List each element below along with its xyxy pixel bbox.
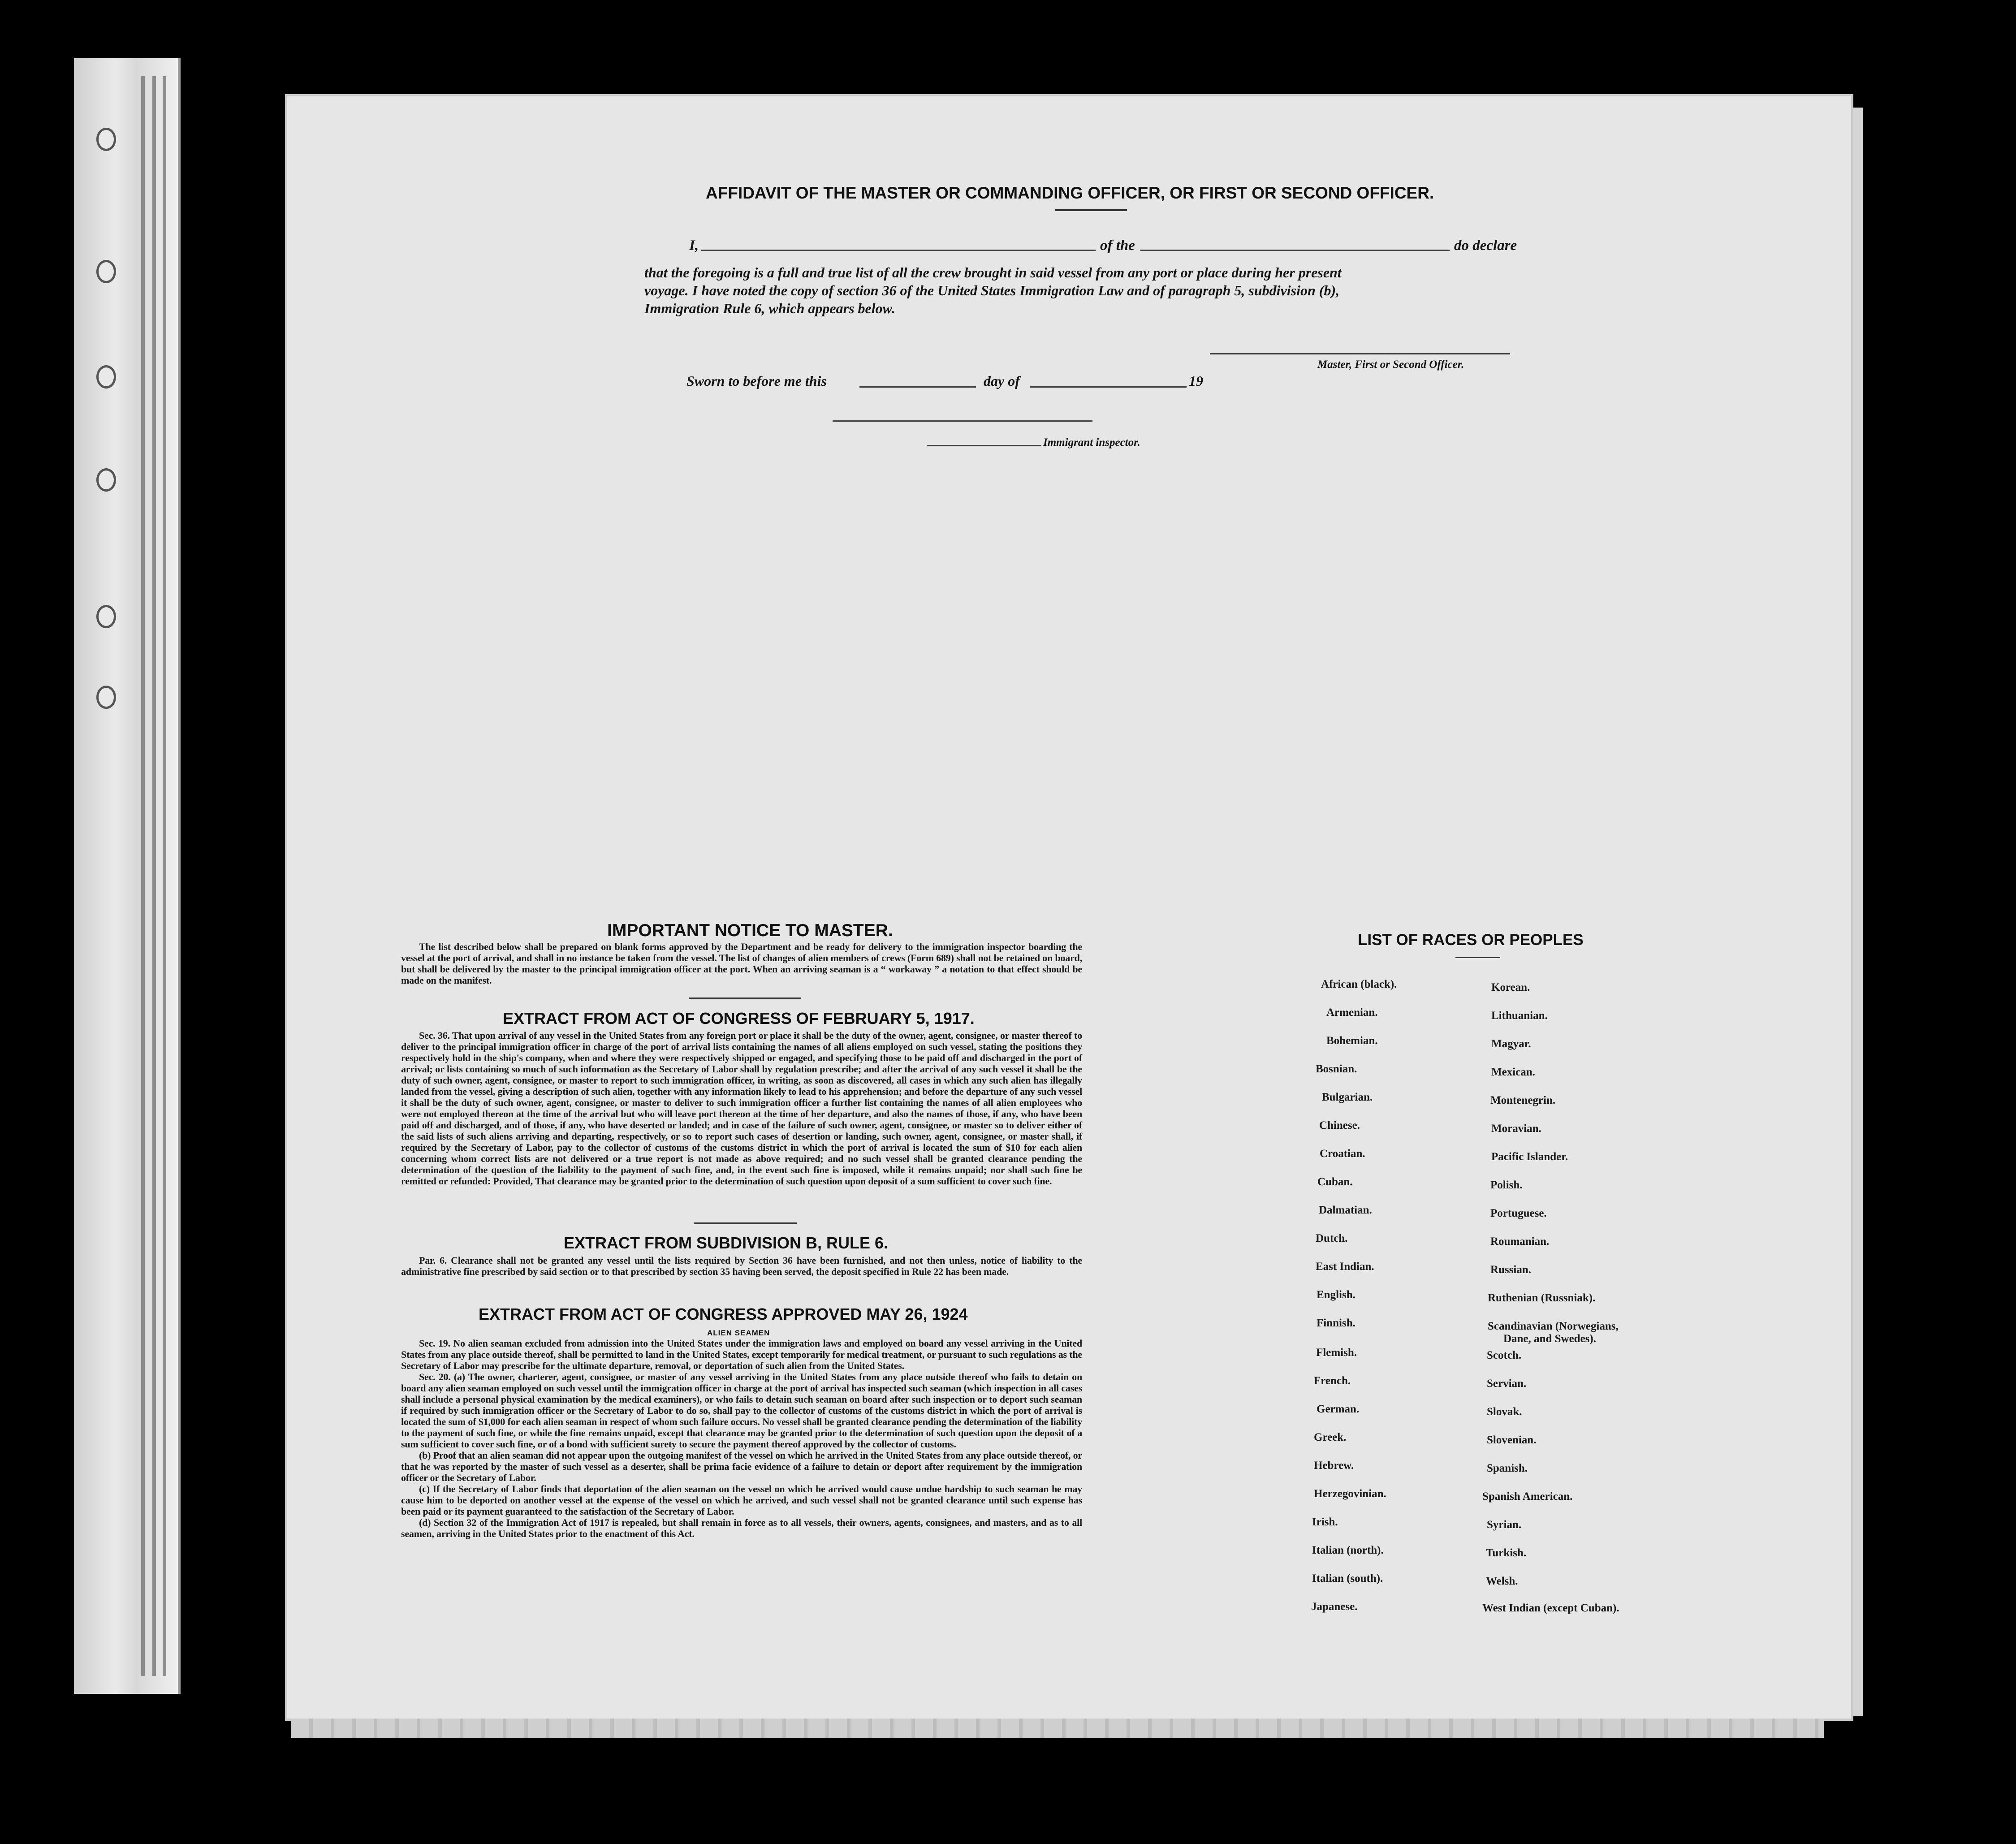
affidavit-i-label: I, [689,238,699,254]
affidavit-body-line1: that the foregoing is a full and true list of all the crew brought in said vessel from any port or place during her present [644,264,1342,281]
race-item: Mexican. [1491,1066,1535,1078]
punch-hole [96,468,116,492]
race-item: Turkish. [1486,1547,1527,1559]
race-item: Magyar. [1491,1038,1531,1050]
race-item: Slovak. [1487,1406,1522,1418]
notice-text [401,941,1082,986]
punch-hole [96,686,116,709]
race-item: Lithuanian. [1491,1010,1548,1022]
race-item: Ruthenian (Russniak). [1488,1292,1596,1304]
race-item: English. [1317,1289,1356,1301]
binding-edge [152,76,156,1676]
day-of-label: day of [984,373,1020,389]
punch-hole [96,260,116,283]
race-item: Finnish. [1317,1317,1356,1329]
section-divider [694,1222,797,1224]
race-item: Scotch. [1487,1349,1522,1361]
affidavit-body-line2: voyage. I have noted the copy of section 36 of the United States Immigration Law and of paragraph 5, subdivision (b), [644,282,1340,298]
title-divider [1055,209,1127,211]
extract-rule6-text [401,1255,1082,1277]
do-declare-label: do declare [1454,238,1517,254]
races-title: LIST OF RACES OR PEOPLES [1358,931,1584,949]
race-item: Croatian. [1320,1148,1365,1160]
race-item: Russian. [1490,1264,1532,1276]
extract-1917-title: EXTRACT FROM ACT OF CONGRESS OF FEBRUARY 5, 1917. [503,1009,975,1028]
race-item: Chinese. [1319,1119,1360,1131]
extract-rule6-title: EXTRACT FROM SUBDIVISION B, RULE 6. [564,1234,889,1252]
race-item: Cuban. [1317,1176,1353,1188]
section-36-paragraph: Sec. 36. That upon arrival of any vessel in the United States from any foreign port or place it shall be the duty of the owner, agent, consignee, or master thereof to deliver to the principal immigration officer in charge of the port of arrival lists containing the names of all aliens employed on such vessel, stating the positions they respectively hold in the ship's company, when and where they were respectively shipped or engaged, and specifying those to be paid off and discharged in the port of arrival; or lists containing so much of such information as the Secretary of Labor shall by regulation prescribe; and after the arrival of any such vessel it shall be the duty of such owner, agent, consignee, or master to report to such immigration officer, in writing, as soon as discovered, all cases in which any such alien has illegally landed from the vessel, giving a description of such alien, together with any information likely to lead to his apprehension; and before the departure of any such vessel it shall be the duty of such owner, agent, consignee, or master to deliver to such immigration officer a further list containing the names of all alien employees who were not employed thereon at the time of the arrival but who will leave port thereon at the time of her departure, and also the names of those, if any, who have been paid off and discharged, and of those, if any, who have deserted or landed; and in case of the failure of such owner, agent, consignee, or master so to deliver either of the said lists of such aliens arriving and departing, respectively, or so to report such cases of desertion or landing, such owner, agent, consignee, or master shall, if required by the Secretary of Labor, pay to the collector of customs of the customs district in which the port of arrival is located the sum of $10 for each alien concerning whom correct lists are not delivered or a true report is not made as above required; and no such vessel shall be granted clearance pending the determination of the question of the liability to the payment of such fine, and, in the event such fine is imposed, while it remains unpaid; nor shall such fine be remitted or refunded: Provided, That clearance may be granted prior to the determination of such question upon deposit of a sum sufficient to cover such fine. [401,1030,1082,1187]
section-divider [689,998,801,999]
race-item: French. [1314,1375,1351,1387]
alien-seamen-subtitle: ALIEN SEAMEN [707,1329,770,1337]
affidavit-body-line3: Immigration Rule 6, which appears below. [644,300,895,316]
extract-1924-text [401,1338,1082,1539]
inspector-signature-line[interactable] [833,420,1092,422]
race-item: Greek. [1314,1431,1347,1443]
race-item: West Indian (except Cuban). [1482,1602,1619,1614]
race-item: Scandinavian (Norwegians, [1488,1320,1619,1332]
sworn-day-blank[interactable] [859,386,976,388]
notice-title: IMPORTANT NOTICE TO MASTER. [607,921,893,940]
binding-edge [141,76,145,1676]
inspector-caption-line [927,445,1041,446]
races-divider [1455,957,1500,958]
sec-20b-paragraph: (b) Proof that an alien seaman did not appear upon the outgoing manifest of the vessel on which he arrived in the United States from any place outside thereof, or that he was reported by the master of such vessel as a deserter, shall be prima facie evidence of a failure to detain or deport after requirement by the immigration officer or the Secretary of Labor. [401,1450,1082,1483]
extract-1917-text [401,1030,1082,1187]
race-item: Dutch. [1316,1232,1348,1244]
race-item: Servian. [1487,1378,1527,1390]
sworn-label: Sworn to before me this [686,373,827,389]
race-item: East Indian. [1316,1261,1374,1273]
race-item: Flemish. [1316,1347,1357,1359]
race-item: German. [1317,1403,1360,1415]
race-item: Japanese. [1311,1601,1358,1613]
extract-1924-title: EXTRACT FROM ACT OF CONGRESS APPROVED MAY 26, 1924 [479,1305,968,1323]
race-item: Italian (north). [1312,1544,1384,1556]
par-6-paragraph: Par. 6. Clearance shall not be granted any vessel until the lists required by Section 36 have been furnished, and not then unless, notice of liability to the administrative fine prescribed by said section or to that prescribed by section 35 having been served, the deposit specified in Rule 22 has been made. [401,1255,1082,1277]
master-caption: Master, First or Second Officer. [1317,358,1464,371]
race-item: Montenegrin. [1490,1094,1556,1106]
race-item: Portuguese. [1490,1207,1547,1219]
race-item: Slovenian. [1487,1434,1537,1446]
race-item: Moravian. [1491,1123,1541,1135]
punch-hole [96,365,116,389]
race-item: Dane, and Swedes). [1503,1333,1596,1345]
race-item: Armenian. [1326,1006,1378,1019]
race-item: Korean. [1491,981,1530,993]
race-item: African (black). [1321,978,1397,990]
of-the-label: of the [1100,238,1135,254]
race-item: Bulgarian. [1322,1091,1373,1103]
year-label: 19 [1189,373,1203,389]
race-item: Polish. [1490,1179,1523,1191]
affidavit-title: AFFIDAVIT OF THE MASTER OR COMMANDING OFFICER, OR FIRST OR SECOND OFFICER. [706,184,1434,202]
inspector-caption: Immigrant inspector. [1043,436,1140,449]
race-item: Spanish American. [1482,1490,1573,1503]
punch-hole [96,605,116,628]
master-signature-line[interactable] [1210,353,1510,354]
race-item: Bohemian. [1326,1035,1378,1047]
race-item: Roumanian. [1490,1235,1550,1248]
punch-hole [96,128,116,151]
race-item: Pacific Islander. [1491,1151,1568,1163]
race-item: Irish. [1312,1516,1338,1528]
race-item: Bosnian. [1316,1063,1357,1075]
sec-19-paragraph: Sec. 19. No alien seaman excluded from admission into the United States under the immigration laws and employed on board any vessel arriving in the United States from any place outside thereof, shall be permitted to land in the United States, except temporarily for medical treatment, or pursuant to such regulations as the Secretary of Labor may prescribe for the ultimate departure, removal, or deportation of such alien from the United States. [401,1338,1082,1371]
vessel-blank[interactable] [1140,250,1450,251]
race-item: Syrian. [1487,1519,1522,1531]
race-item: Herzegovinian. [1314,1488,1386,1500]
binding-strip [74,58,181,1694]
sec-20a-paragraph: Sec. 20. (a) The owner, charterer, agent, consignee, or master of any vessel arriving in the United States from any place outside thereof who fails to detain on board any alien seaman employed on such vessel until the immigration officer in charge at the port of arrival has inspected such seaman (which inspection in all cases shall include a personal physical examination by the medical examiners), or who fails to detain such seaman on board after such inspection or to deport such seaman if required by such immigration officer or the Secretary of Labor to do so, shall pay to the collector of customs of the customs district in which the port of arrival is located the sum of $1,000 for each alien seaman in respect of whom such failure occurs. No vessel shall be granted clearance pending the determination of the liability to the payment of such fine, or while the fine remains unpaid, except that clearance may be granted prior to the determination of such question upon the deposit of a sum sufficient to cover such fine, or of a bond with sufficient surety to secure the payment thereof approved by the collector of customs. [401,1371,1082,1450]
sec-20c-paragraph: (c) If the Secretary of Labor finds that deportation of the alien seaman on the vessel on which he arrived would cause undue hardship to such seaman he may cause him to be deported on another vessel at the expense of the vessel on which he arrived, and such vessel shall not be granted clearance until such expense has been paid or its payment guaranteed to the satisfaction of the Secretary of Labor. [401,1483,1082,1517]
race-item: Dalmatian. [1319,1204,1372,1216]
race-item: Spanish. [1487,1462,1528,1474]
name-blank[interactable] [701,250,1096,251]
race-item: Italian (south). [1312,1572,1383,1585]
sworn-month-blank[interactable] [1030,386,1187,388]
sec-20d-paragraph: (d) Section 32 of the Immigration Act of 1917 is repealed, but shall remain in force as to all vessels, their owners, agents, consignees, and masters, and as to all seamen, arriving in the United States prior to the enactment of this Act. [401,1517,1082,1539]
sheet-bottom-edge [291,1719,1824,1738]
binding-edge [163,76,166,1676]
race-item: Welsh. [1486,1575,1518,1587]
notice-paragraph: The list described below shall be prepared on blank forms approved by the Department and be ready for delivery to the immigration inspector boarding the vessel at the port of arrival, and shall in no instance be taken from the vessel. The list of changes of alien members of crews (Form 689) shall not be retained on board, but shall be delivered by the master to the principal immigration officer at the port. When an arriving seaman is a “ workaway ” a notation to that effect should be made on the manifest. [401,941,1082,986]
race-item: Hebrew. [1314,1460,1354,1472]
